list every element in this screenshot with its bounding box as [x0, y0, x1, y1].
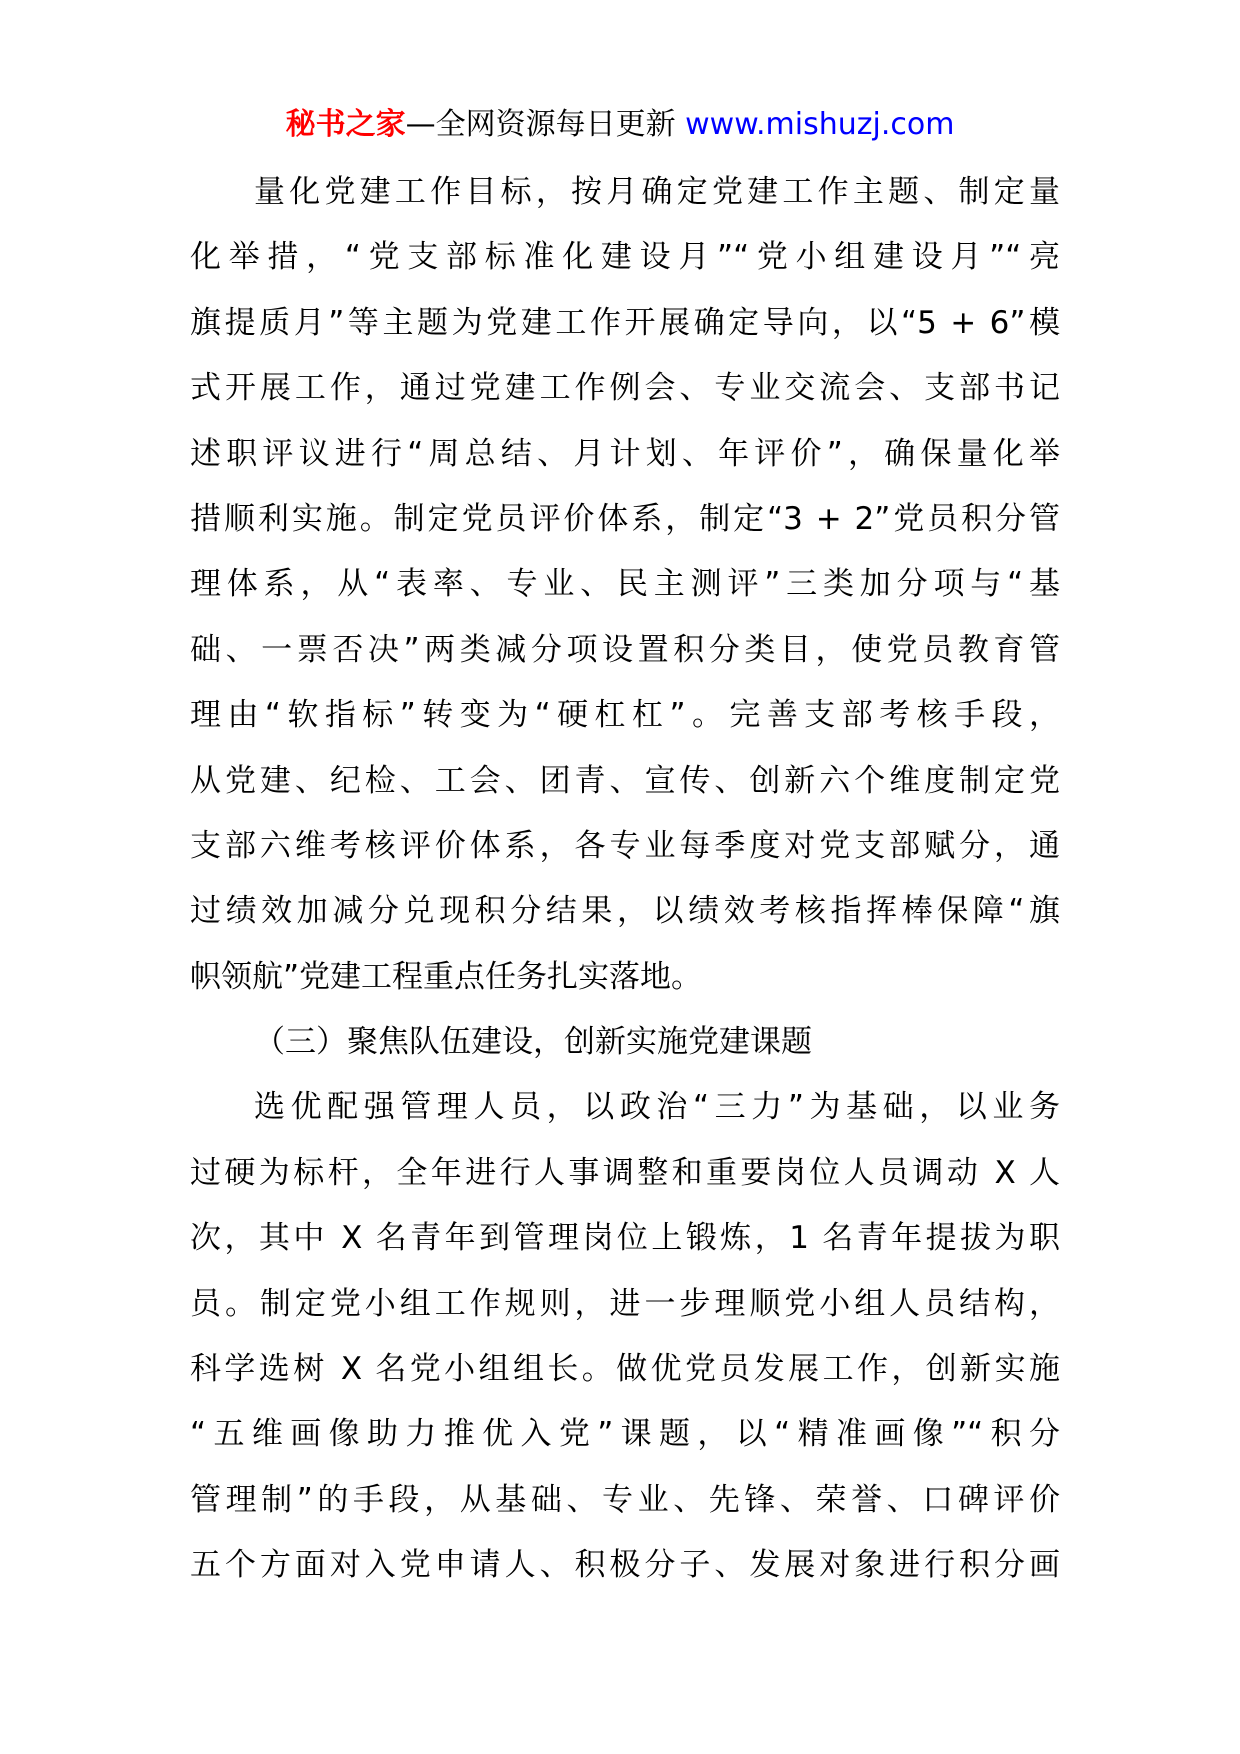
- text-line: “五维画像助力推优入党”课题，以“精准画像”“积分: [190, 1416, 1060, 1453]
- text-line: 选优配强管理人员，以政治“三力”为基础，以业务: [254, 1089, 1060, 1126]
- section-heading: （三）聚焦队伍建设，创新实施党建课题: [254, 1024, 812, 1061]
- text-line: 理体系，从“表率、专业、民主测评”三类加分项与“基: [190, 566, 1060, 603]
- text-line: 旗提质月”等主题为党建工作开展确定导向，以“5 + 6”模: [190, 304, 1060, 341]
- text-line: 员。制定党小组工作规则，进一步理顺党小组人员结构，: [190, 1285, 1060, 1322]
- text-line: 措顺利实施。制定党员评价体系，制定“3 + 2”党员积分管: [190, 500, 1060, 537]
- text-line: 理由“软指标”转变为“硬杠杠”。完善支部考核手段，: [190, 697, 1060, 734]
- text-line: 支部六维考核评价体系，各专业每季度对党支部赋分，通: [190, 827, 1060, 864]
- text-line: 科学选树 X 名党小组组长。做优党员发展工作，创新实施: [190, 1351, 1060, 1388]
- text-line: 础、一票否决”两类减分项设置积分类目，使党员教育管: [190, 631, 1060, 668]
- text-line: 次，其中 X 名青年到管理岗位上锻炼，1 名青年提拔为职: [190, 1220, 1060, 1257]
- text-line: 帜领航”党建工程重点任务扎实落地。: [190, 958, 703, 995]
- website-link[interactable]: www.mishuzj.com: [685, 107, 955, 142]
- text-line: 量化党建工作目标，按月确定党建工作主题、制定量: [254, 174, 1060, 210]
- text-line: 述职评议进行“周总结、月计划、年评价”，确保量化举: [190, 435, 1060, 472]
- text-line: 管理制”的手段，从基础、专业、先锋、荣誉、口碑评价: [190, 1481, 1060, 1518]
- brand-name: 秘书之家: [285, 107, 406, 142]
- header-tagline: —全网资源每日更新: [405, 107, 686, 142]
- text-line: 从党建、纪检、工会、团青、宣传、创新六个维度制定党: [190, 762, 1060, 799]
- text-line: 过硬为标杆，全年进行人事调整和重要岗位人员调动 X 人: [190, 1154, 1060, 1191]
- text-line: 式开展工作，通过党建工作例会、专业交流会、支部书记: [190, 370, 1060, 407]
- text-line: 过绩效加减分兑现积分结果，以绩效考核指挥棒保障“旗: [190, 893, 1060, 930]
- page-header: [0, 100, 1240, 150]
- document-body: [190, 160, 1060, 1599]
- text-line: 五个方面对入党申请人、积极分子、发展对象进行积分画: [190, 1547, 1060, 1584]
- text-line: 化举措，“党支部标准化建设月”“党小组建设月”“亮: [190, 239, 1060, 276]
